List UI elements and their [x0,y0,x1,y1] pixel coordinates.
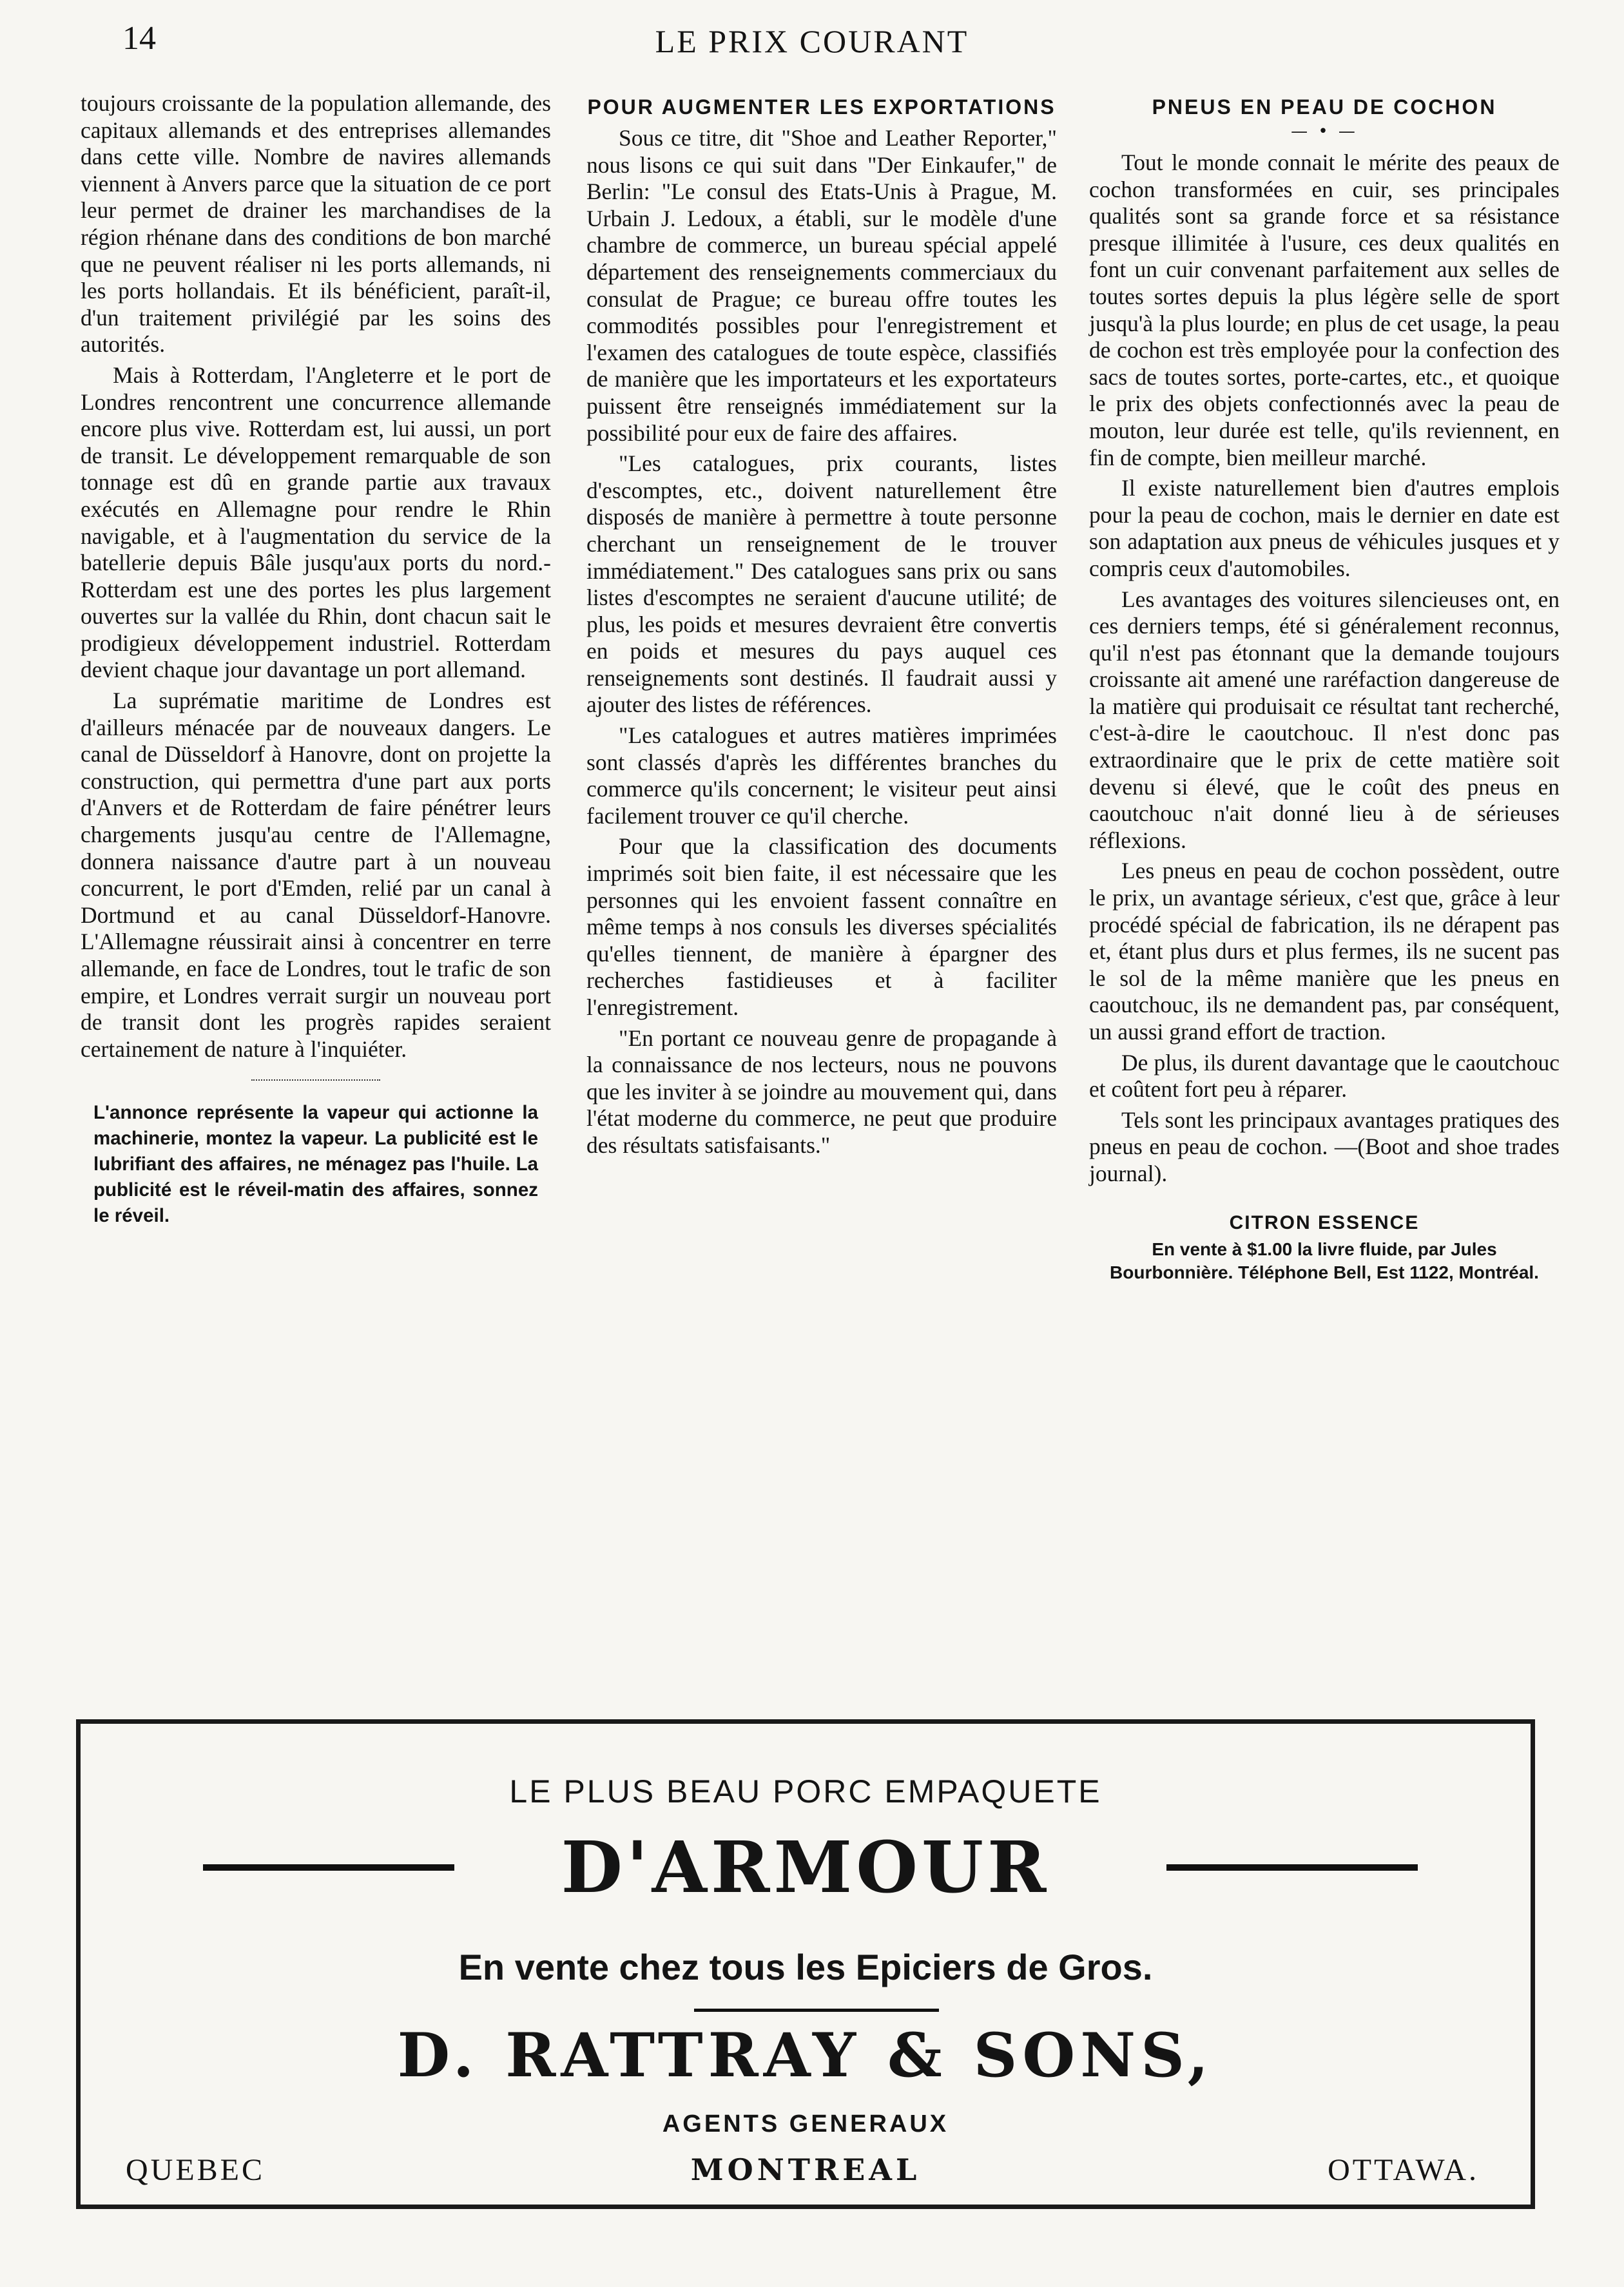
column-middle [586,90,1057,1163]
article-paragraph: Mais à Rotterdam, l'Angleterre et le port de Londres rencontrent une concurrence allemande encore plus vive. Rotterdam est, lui aussi, un port de transit. Le développement remarquable de son tonnage est dû en grande partie aux travaux exécutés en Allemagne pour rendre le Rhin navigable, et à l'augmentation du service de la batellerie depuis Bâle jusqu'aux ports du nord.- Rotterdam est une des portes les plus largement ouvertes sur la vallée du Rhin, dont chacun sait le prodigieux développement industriel. Rotterdam devient chaque jour davantage un port allemand. [81,362,551,683]
article-title-pneus: PNEUS EN PEAU DE COCHON [1152,95,1497,119]
brand-rule-right [1166,1864,1418,1871]
ad-city-montreal: MONTREAL [690,2152,921,2187]
ad-firm-name: D. RATTRAY & SONS, [397,2020,1214,2091]
citron-ad-body: En vente à $1.00 la livre fluide, par Jules Bourbonnière. Téléphone Bell, Est 1122, Montréal. [1110,1239,1539,1282]
armour-advertisement [76,1719,1535,2209]
article-paragraph: Tels sont les principaux avantages pratiques des pneus en peau de cochon. —(Boot and shoe trades journal). [1089,1106,1560,1186]
article-paragraph: "Les catalogues et autres matières imprimées sont classés d'après les différentes branches du commerce qu'ils concernent; le visiteur peut ainsi facilement trouver ce qu'il cherche. [586,722,1057,829]
journal-title: LE PRIX COURANT [655,23,969,59]
page-header [64,19,1560,71]
citron-ad-title: CITRON ESSENCE [1229,1211,1420,1233]
article-paragraph: Les avantages des voitures silencieuses ont, en ces derniers temps, été si généralement reconnus, qu'il n'est pas étonnant que la demande toujours croissante ait amené une raréfaction dangereuse de la matière qui produisait ce résultat tant recherché, c'est-à-dire le caoutchouc. Il n'est donc pas extraordinaire que le prix de cette matière soit devenu si élevé, que le coût des pneus en caoutchouc n'ait donné lieu à de sérieuses réflexions. [1089,586,1560,853]
ad-brand-row [81,1826,1531,1909]
article-title-exportations: POUR AUGMENTER LES EXPORTATIONS [587,95,1056,119]
article-paragraph: "Les catalogues, prix courants, listes d'escomptes, etc., doivent naturellement être disposés de manière à permettre à toute personne cherchant un renseignement de le trouver immédiatement." Des catalogues sans prix ou sans listes d'escomptes ne seraient d'aucune utilité; de plus, les poids et mesures devraient être convertis en poids et mesures du pays auquel ces renseignements sont destinés. Il faudrait aussi y ajouter des listes de références. [586,450,1057,718]
title-ornament: — • — [1291,122,1358,141]
article-paragraph: "En portant ce nouveau genre de propagande à la connaissance de nos lecteurs, nous ne pouvons que les inviter à se joindre au mouvement qui, dans l'état moderne du commerce, ne peut que produire des résultats satisfaisants." [586,1025,1057,1158]
article-paragraph: De plus, ils durent davantage que le caoutchouc et coûtent fort peu à réparer. [1089,1049,1560,1103]
ad-city-quebec: QUEBEC [126,2153,265,2187]
column-left [81,90,551,1229]
ad-brand: D'ARMOUR [561,1826,1050,1909]
ad-agents: AGENTS GENERAUX [662,2110,949,2137]
article-paragraph: Tout le monde connait le mérite des peaux de cochon transformées en cuir, ses principales qualités sont sa grande force et sa résistance presque illimitée à l'usure, ces deux qualités en font un cuir convenant parfaitement aux selles de toutes sortes depuis la plus légère selle de sport jusqu'à la plus lourde; en plus de cet usage, la peau de cochon est très employée pour la confection des sacs de toutes sortes, porte-cartes, etc., et quoique le prix des objets confectionnés avec la peau de mouton, leur durée est telle, qu'ils reviennent, en fin de compte, bien meilleur marché. [1089,150,1560,470]
article-paragraph: Les pneus en peau de cochon possèdent, outre le prix, un avantage sérieux, c'est que, grâce à leur procédé spécial de fabrication, ils ne dérapent pas et, étant plus durs et plus fermes, ils ne sucent pas le sol de la même manière que les pneus en caoutchouc, ils ne demandent pas, par conséquent, un aussi grand effort de traction. [1089,858,1560,1045]
article-paragraph: La suprématie maritime de Londres est d'ailleurs ménacée par de nouveaux dangers. Le canal de Düsseldorf à Hanovre, dont on projette la construction, qui permettra d'une part aux ports d'Anvers et de Rotterdam de faire pénétrer leurs chargements jusqu'au centre de l'Allemagne, donnera naissance d'autre part à un nouveau concurrent, le port d'Emden, relié par un canal à Dortmund et au canal Düsseldorf-Hanovre. L'Allemagne réussirait ainsi à concentrer en terre allemande, en face de Londres, tout le trafic de son empire, et Londres verrait surgir un nouveau port de transit dont les progrès rapides seraient certainement de nature à l'inquiéter. [81,688,551,1062]
section-divider [251,1079,380,1081]
ad-sub-line: En vente chez tous les Epiciers de Gros. [458,1947,1153,1987]
article-paragraph: Il existe naturellement bien d'autres emplois pour la peau de cochon, mais le dernier en date est son adaptation aux pneus de véhicules jusques et y compris ceux d'automobiles. [1089,475,1560,581]
advertising-notice: L'annonce représente la vapeur qui actionne la machinerie, montez la vapeur. La publicité est le lubrifiant des affaires, ne ménagez pas l'huile. La publicité est le réveil-matin des affaires, sonnez le réveil. [93,1102,538,1227]
article-paragraph: toujours croissante de la population allemande, des capitaux allemands et des entreprises allemandes dans cette ville. Nombre de navires allemands viennent à Anvers parce que la situation de ce port leur permet de drainer les marchandises de la région rhénane dans des conditions de bon marché que ne peuvent réaliser ni les ports allemands, ni les ports hollandais. Et ils bénéficient, paraît-il, d'un traitement privilégié par les soins des autorités. [81,90,551,358]
ad-divider [694,2009,939,2012]
article-paragraph: Pour que la classification des documents imprimés soit bien faite, il est nécessaire que les personnes qui les envoient fassent connaître en même temps à nos consuls les diverses spécialités qu'elles tiennent, de manière à épargner des recherches fastidieuses et à faciliter l'enregistrement. [586,833,1057,1020]
ad-top-line: LE PLUS BEAU PORC EMPAQUETE [509,1773,1102,1809]
page-number: 14 [122,20,156,57]
column-right [1089,90,1560,1284]
ad-city-ottawa: OTTAWA. [1328,2153,1479,2187]
article-paragraph: Sous ce titre, dit "Shoe and Leather Reporter," nous lisons ce qui suit dans "Der Einkaufer," de Berlin: "Le consul des Etats-Unis à Prague, M. Urbain J. Ledoux, a établi, sur le modèle d'une chambre de commerce, un bureau spécial appelé département des renseignements commerciaux du consulat de Prague; ce bureau offre toutes les commodités possibles pour l'enregistrement et l'examen des catalogues de toute espèce, classifiés de manière que les importateurs et les exportateurs puissent être renseignés immédiatement sur la possibilité pour eux de faire des affaires. [586,125,1057,446]
